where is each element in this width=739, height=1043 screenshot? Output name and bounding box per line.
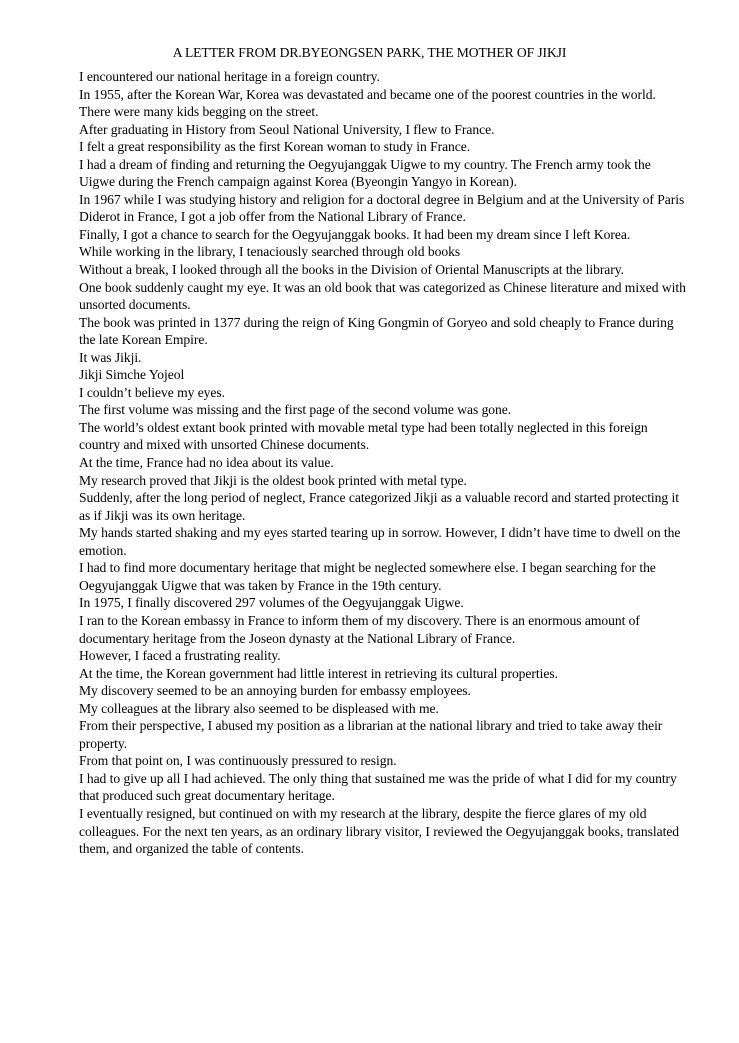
paragraph: At the time, France had no idea about its value. xyxy=(79,455,334,471)
paragraph: At the time, the Korean government had little interest in retrieving its cultural properties. xyxy=(79,665,558,681)
document-title: A LETTER FROM DR.BYEONGSEN PARK, THE MOTHER OF JIKJI xyxy=(172,45,567,60)
paragraph: I encountered our national heritage in a foreign country. xyxy=(79,69,380,84)
paragraph: My hands started shaking and my eyes started tearing up in sorrow. However, I didn’t have time to dwell on the emotion. xyxy=(79,525,681,558)
paragraph: I felt a great responsibility as the first Korean woman to study in France. xyxy=(79,139,471,155)
document-body xyxy=(79,68,687,858)
paragraph: Without a break, I looked through all the books in the Division of Oriental Manuscripts at the library. xyxy=(79,262,624,278)
paragraph: My discovery seemed to be an annoying burden for embassy employees. xyxy=(79,683,471,699)
paragraph: In 1967 while I was studying history and religion for a doctoral degree in Belgium and at the University of Paris Diderot in France, I got a job offer from the National Library of France. xyxy=(79,191,685,225)
paragraph: From that point on, I was continuously pressured to resign. xyxy=(79,753,397,769)
paragraph: I had to give up all I had achieved. The only thing that sustained me was the pride of what I did for my country that produced such great documentary heritage. xyxy=(79,770,677,804)
paragraph: I ran to the Korean embassy in France to inform them of my discovery. There is an enormous amount of documentary heritage from the Joseon dynasty at the National Library of France. xyxy=(79,612,640,646)
paragraph: One book suddenly caught my eye. It was an old book that was categorized as Chinese literature and mixed with unsorted documents. xyxy=(79,279,686,313)
paragraph: While working in the library, I tenaciously searched through old books xyxy=(79,244,461,260)
paragraph: Finally, I got a chance to search for the Oegyujanggak books. It had been my dream since I left Korea. xyxy=(79,226,631,242)
paragraph: The world’s oldest extant book printed with movable metal type had been totally neglected in this foreign country and mixed with unsorted Chinese documents. xyxy=(79,419,648,453)
paragraph: I had to find more documentary heritage that might be neglected somewhere else. I began searching for the Oegyujanggak Uigwe that was taken by France in the 19th century. xyxy=(79,560,656,593)
paragraph: After graduating in History from Seoul National University, I flew to France. xyxy=(79,121,495,137)
paragraph: My research proved that Jikji is the oldest book printed with metal type. xyxy=(79,472,467,488)
paragraph: However, I faced a frustrating reality. xyxy=(79,648,281,664)
paragraph: It was Jikji. xyxy=(79,349,142,365)
paragraph: Suddenly, after the long period of neglect, France categorized Jikji as a valuable record and started protecting it as if Jikji was its own heritage. xyxy=(79,490,679,523)
paragraph: In 1955, after the Korean War, Korea was devastated and became one of the poorest countries in the world. There were many kids begging on the street. xyxy=(79,86,656,120)
paragraph: In 1975, I finally discovered 297 volumes of the Oegyujanggak Uigwe. xyxy=(79,595,464,611)
paragraph: From their perspective, I abused my position as a librarian at the national library and tried to take away their property. xyxy=(79,718,663,751)
paragraph: I eventually resigned, but continued on with my research at the library, despite the fierce glares of my old colleagues. For the next ten years, as an ordinary library visitor, I reviewed the Oegyujanggak books, translated them, and organized the table of contents. xyxy=(79,805,680,857)
paragraph: I had a dream of finding and returning the Oegyujanggak Uigwe to my country. The French army took the Uigwe during the French campaign against Korea (Byeongin Yangyo in Korean). xyxy=(79,156,651,190)
paragraph: Jikji Simche Yojeol xyxy=(79,367,185,383)
paragraph: My colleagues at the library also seemed to be displeased with me. xyxy=(79,700,439,716)
paragraph: I couldn’t believe my eyes. xyxy=(79,384,225,400)
paragraph: The book was printed in 1377 during the reign of King Gongmin of Goryeo and sold cheaply to France during the late Korean Empire. xyxy=(79,314,674,348)
paragraph: The first volume was missing and the first page of the second volume was gone. xyxy=(79,402,512,418)
